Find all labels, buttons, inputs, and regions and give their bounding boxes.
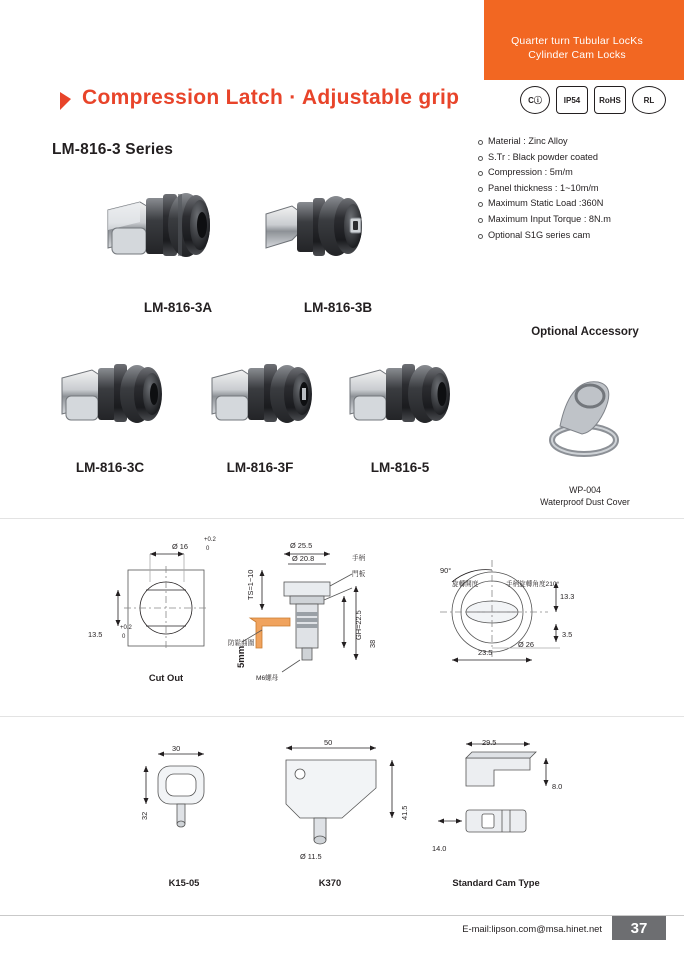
product-label-lm-816-3c: LM-816-3C [75,460,145,475]
caption-k15-05: K15-05 [168,877,200,888]
dim-d135-tol-top: +0.2 [120,625,132,631]
dim-compression-5mm: 5mm [236,645,247,668]
footer-email: E-mail:lipson.com@msa.hinet.net [462,923,602,934]
rohs-icon: RoHS [594,86,626,114]
dim-d16: Ø 16 [172,542,189,551]
dim-d135-tol-bot: 0 [122,634,126,640]
product-label-lm-816-5: LM-816-5 [370,460,430,475]
dim-gh: GH=22.5 [354,610,363,640]
dim-d255: Ø 25.5 [290,541,313,550]
accessory-code: WP-004 [569,485,601,495]
product-label-lm-816-3b: LM-816-3B [303,300,373,315]
label-handle-rotation-cn: 手柄旋轉角度210° [506,581,560,588]
dim-w235: 23.5 [478,648,493,657]
spec-item: Maximum Input Torque : 8N.m [478,212,678,228]
spec-item: Compression : 5m/m [478,165,678,181]
label-grip-range-cn: 防鬆曲圍 [228,640,255,647]
ce-icon: Cⓘ [520,86,550,114]
label-m6-nut-cn: M6螺母 [256,675,279,682]
ip54-icon: IP54 [556,86,588,114]
dim-key-shank-dia: Ø 11.5 [300,852,322,861]
triangle-bullet-icon [60,92,71,110]
spec-item: S.Tr : Black powder coated [478,150,678,166]
caption-k370: K370 [318,877,342,888]
ul-icon: RL [632,86,666,114]
header-band-line2: Cylinder Cam Locks [528,49,626,61]
accessory-caption [500,484,670,508]
product-photos-row1 [0,170,684,310]
series-title: LM-816-3 Series [52,141,174,158]
product-image-lm-816-3c [62,364,162,423]
footer-divider [0,915,684,916]
section-divider-2 [0,716,684,717]
dim-ts-range: TS=1~10 [246,569,255,600]
dim-d16-tol-top: +0.2 [204,537,216,543]
dim-h35: 3.5 [562,630,573,639]
dim-d26: Ø 26 [518,640,535,649]
spec-item: Panel thickness : 1~10m/m [478,181,678,197]
caption-cut-out: Cut Out [148,672,184,683]
page-title: Compression Latch · Adjustable grip [82,86,460,109]
dim-cam-thickness: 8.0 [552,782,563,791]
header-band-line1: Quarter turn Tubular LocKs [511,35,643,47]
spec-item: Optional S1G series cam [478,228,678,244]
label-rotate-cn: 旋轉開度 [452,581,479,588]
dim-key-large-height: 41.5 [400,805,409,820]
dim-key-small-width: 30 [172,744,181,753]
header-band-text [484,34,670,62]
product-image-lm-816-3b [266,196,362,256]
spec-item: Material : Zinc Alloy [478,134,678,150]
section-divider [0,518,684,519]
dim-cam-width: 29.5 [482,738,497,747]
product-label-lm-816-3f: LM-816-3F [226,460,294,475]
page-number: 37 [612,916,666,940]
dim-h38: 38 [368,639,377,648]
dim-cam-height: 14.0 [432,844,447,853]
accessory-desc: Waterproof Dust Cover [540,497,630,507]
product-label-lm-816-3a: LM-816-3A [143,300,213,315]
header-orange-band [484,0,684,80]
dim-d208: Ø 20.8 [292,554,315,563]
product-image-wp-004 [552,382,616,454]
optional-accessory-heading: Optional Accessory [531,326,639,338]
label-handle-cn: 手柄 [352,555,366,562]
dim-angle-90: 90° [440,566,452,575]
dim-d16-tol-bot: 0 [206,546,210,552]
dim-h133: 13.3 [560,592,575,601]
product-image-lm-816-5 [350,364,450,423]
label-door-panel-cn: 門板 [352,571,366,578]
spec-item: Maximum Static Load :360N [478,196,678,212]
caption-standard-cam-type: Standard Cam Type [452,877,540,888]
dim-d135: 13.5 [88,630,103,639]
certification-marks [520,86,666,114]
technical-drawing-middle [0,530,684,710]
product-image-lm-816-3a [108,193,210,257]
dim-key-large-width: 50 [324,738,333,747]
dim-key-small-height: 32 [140,811,149,820]
product-image-lm-816-3f [212,364,312,423]
